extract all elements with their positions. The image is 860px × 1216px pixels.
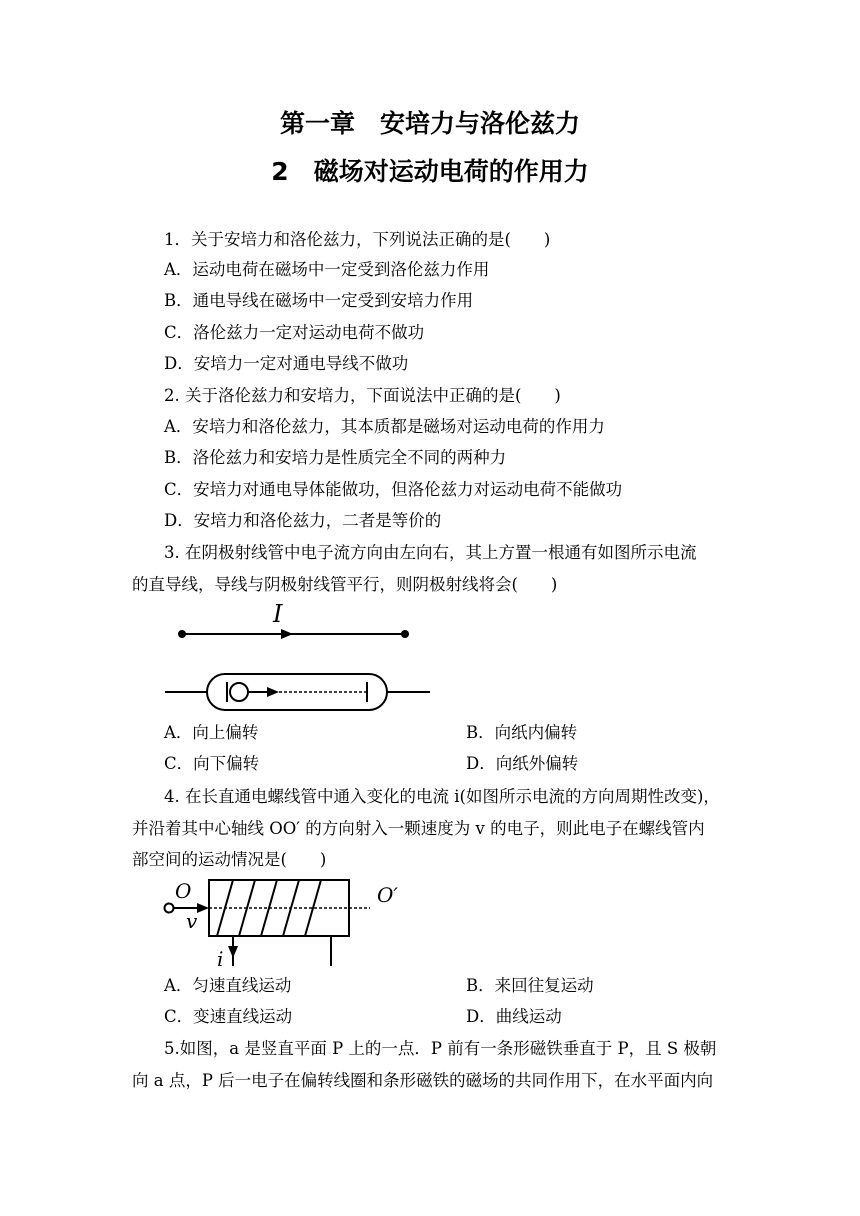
q3-option-d: D．向纸外偏转	[466, 754, 579, 773]
q3-cathode-ray-figure	[155, 598, 445, 720]
q4-stem-line2: 并沿着其中心轴线 OO′ 的方向射入一颗速度为 v 的电子，则此电子在螺线管内	[132, 819, 705, 838]
q3-option-b: B．向纸内偏转	[466, 723, 578, 742]
q2-option-b: B．洛伦兹力和安培力是性质完全不同的两种力	[164, 448, 507, 467]
q4-option-b: B．来回往复运动	[466, 976, 594, 995]
q3-option-c: C．向下偏转	[164, 754, 260, 773]
q2-option-a: A．安培力和洛伦兹力，其本质都是磁场对运动电荷的作用力	[164, 417, 605, 436]
q4-o-right-label: O′	[377, 883, 398, 907]
q4-option-d: D．曲线运动	[466, 1007, 562, 1026]
q3-stem-line2: 的直导线，导线与阴极射线管平行，则阴极射线将会( )	[132, 575, 558, 594]
q4-option-c: C．变速直线运动	[164, 1007, 293, 1026]
q1-option-d: D．安培力一定对通电导线不做功	[164, 354, 409, 373]
q4-i-label: i	[217, 947, 224, 970]
q5-stem-line2: 向 a 点，P 后一电子在偏转线圈和条形磁铁的磁场的共同作用下，在水平面内向	[132, 1071, 714, 1090]
q4-solenoid-figure	[155, 870, 415, 970]
q1-option-a: A．运动电荷在磁场中一定受到洛伦兹力作用	[164, 260, 490, 279]
q1-option-b: B．通电导线在磁场中一定受到安培力作用	[164, 291, 474, 310]
q2-option-d: D．安培力和洛伦兹力，二者是等价的	[164, 511, 442, 530]
q3-current-label: I	[273, 600, 283, 628]
q3-option-a: A．向上偏转	[164, 723, 259, 742]
q3-stem-line1: 3. 在阴极射线管中电子流方向由左向右，其上方置一根通有如图所示电流	[164, 543, 697, 562]
q4-option-a: A．匀速直线运动	[164, 976, 292, 995]
section-title: 2 磁场对运动电荷的作用力	[271, 157, 589, 186]
q1-option-c: C．洛伦兹力一定对运动电荷不做功	[164, 323, 425, 342]
q4-o-left-label: O	[175, 879, 192, 903]
q2-option-c: C．安培力对通电导体能做功，但洛伦兹力对运动电荷不能做功	[164, 480, 623, 499]
q1-stem: 1．关于安培力和洛伦兹力，下列说法正确的是( )	[164, 230, 551, 249]
q5-stem-line1: 5.如图，a 是竖直平面 P 上的一点．P 前有一条形磁铁垂直于 P，且 S 极朝	[164, 1039, 717, 1058]
q4-v-label: v	[186, 909, 198, 933]
q2-stem: 2. 关于洛伦兹力和安培力，下面说法中正确的是( )	[164, 386, 561, 405]
q4-stem-line3: 部空间的运动情况是( )	[132, 850, 327, 869]
q4-stem-line1: 4. 在长直通电螺线管中通入变化的电流 i(如图所示电流的方向周期性改变)，	[164, 787, 720, 806]
chapter-title: 第一章 安培力与洛伦兹力	[279, 109, 580, 138]
